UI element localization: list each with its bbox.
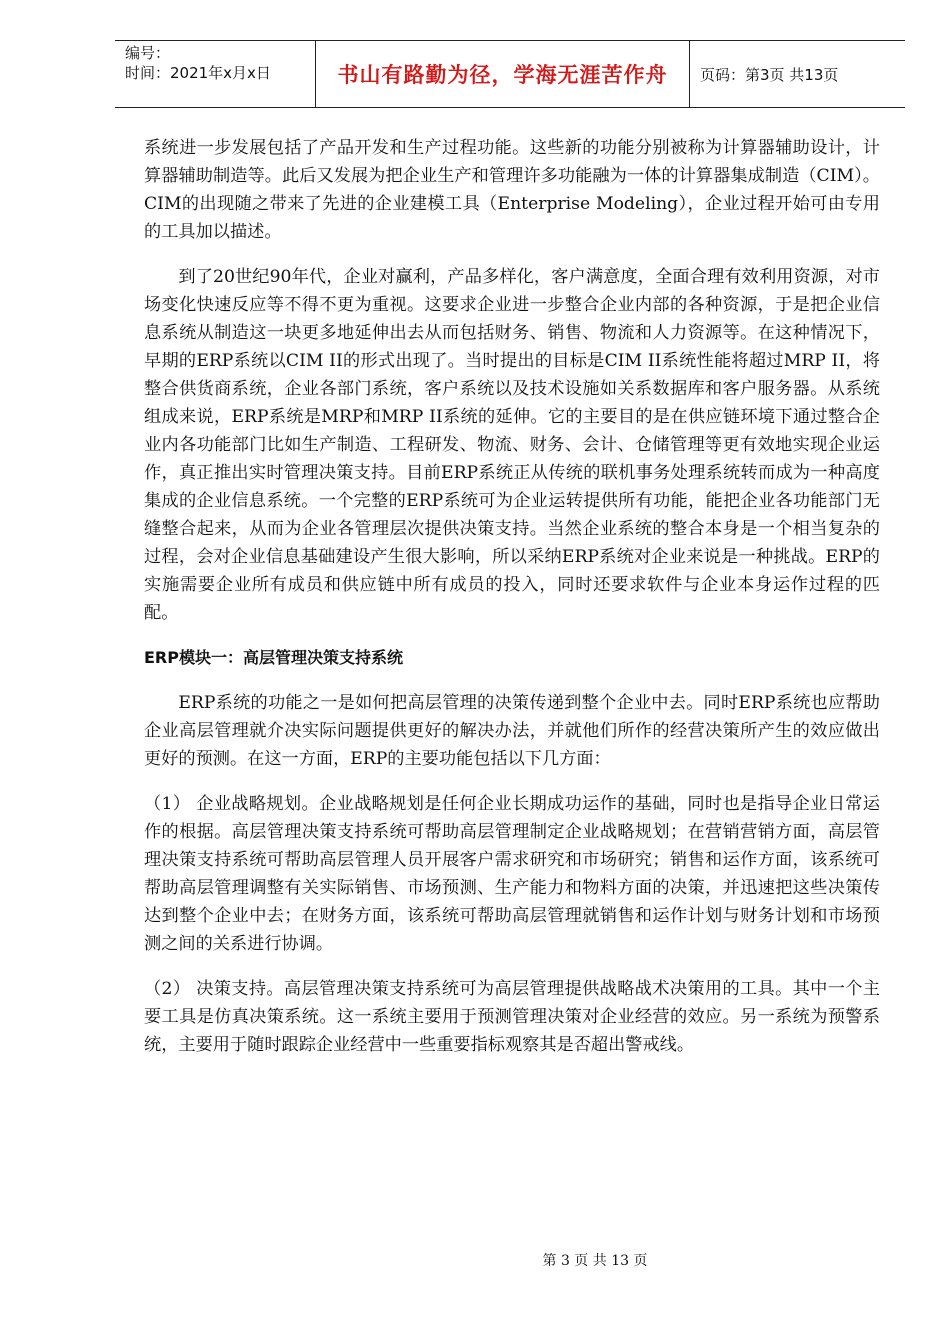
section-heading: ERP模块一：高层管理决策支持系统 <box>144 648 403 667</box>
paragraph-item-2: （2） 决策支持。高层管理决策支持系统可为高层管理提供战略战术决策用的工具。其中一个主要工具是仿真决策系统。这一系统主要用于预测管理决策对企业经营的效应。另一系统为预警系统，主要用于随时跟踪企业经营中一些重要指标观察其是否超出警戒线。 <box>144 979 880 1055</box>
page-info: 页码：第3页 共13页 <box>700 65 839 84</box>
paragraph-erp-function: ERP系统的功能之一是如何把高层管理的决策传递到整个企业中去。同时ERP系统也应帮助企业高层管理就介决实际问题提供更好的解决办法，并就他们所作的经营决策所产生的效应做出更好的预测。在这一方面，ERP的主要功能包括以下几方面： <box>144 693 880 769</box>
motto: 书山有路勤为径，学海无涯苦作舟 <box>337 63 668 87</box>
paragraph-1990s: 到了20世纪90年代，企业对赢利，产品多样化，客户满意度，全面合理有效利用资源，对市场变化快速反应等不得不更为重视。这要求企业进一步整合企业内部的各种资源，于是把企业信息系统从制造这一块更多地延伸出去从而包括财务、销售、物流和人力资源等。在这种情况下，早期的ERP系统以CIM II的形式出现了。当时提出的目标是CIM II系统性能将超过MRP II，将整合供货商系统，企业各部门系统，客户系统以及技术设施如关系数据库和客户服务器。从系统组成来说，ERP系统是MRP和MRP II系统的延伸。它的主要目的是在供应链环境下通过整合企业内各功能部门比如生产制造、工程研发、物流、财务、会计、仓储管理等更有效地实现企业运作，真正推出实时管理决策支持。目前ERP系统正从传统的联机事务处理系统转而成为一种高度集成的企业信息系统。一个完整的ERP系统可为企业运转提供所有功能，能把企业各功能部门无缝整合起来，从而为企业各管理层次提供决策支持。当然企业系统的整合本身是一个相当复杂的过程，会对企业信息基础建设产生很大影响，所以采纳ERP系统对企业来说是一种挑战。ERP的实施需要企业所有成员和供应链中所有成员的投入，同时还要求软件与企业本身运作过程的匹配。 <box>144 267 880 623</box>
header-page-cell <box>690 41 905 107</box>
time-label: 时间：2021年x月x日 <box>125 64 271 82</box>
page-header <box>115 40 905 108</box>
header-motto-cell <box>315 41 690 107</box>
document-body <box>144 134 880 1059</box>
paragraph-continuation: 系统进一步发展包括了产品开发和生产过程功能。这些新的功能分别被称为计算器辅助设计，计算器辅助制造等。此后又发展为把企业生产和管理许多功能融为一体的计算器集成制造（CIM）。CIM的出现随之带来了先进的企业建模工具（Enterprise Modeling），企业过程开始可由专用的工具加以描述。 <box>144 138 880 242</box>
number-label: 编号： <box>125 44 171 62</box>
header-meta <box>115 41 315 107</box>
paragraph-item-1: （1） 企业战略规划。企业战略规划是任何企业长期成功运作的基础，同时也是指导企业日常运作的根据。高层管理决策支持系统可帮助高层管理制定企业战略规划；在营销营销方面，高层管理决策支持系统可帮助高层管理人员开展客户需求研究和市场研究；销售和运作方面，该系统可帮助高层管理调整有关实际销售、市场预测、生产能力和物料方面的决策，并迅速把这些决策传达到整个企业中去；在财务方面，该系统可帮助高层管理就销售和运作计划与财务计划和市场预测之间的关系进行协调。 <box>144 794 880 954</box>
page-footer: 第 3 页 共 13 页 <box>542 1253 648 1269</box>
